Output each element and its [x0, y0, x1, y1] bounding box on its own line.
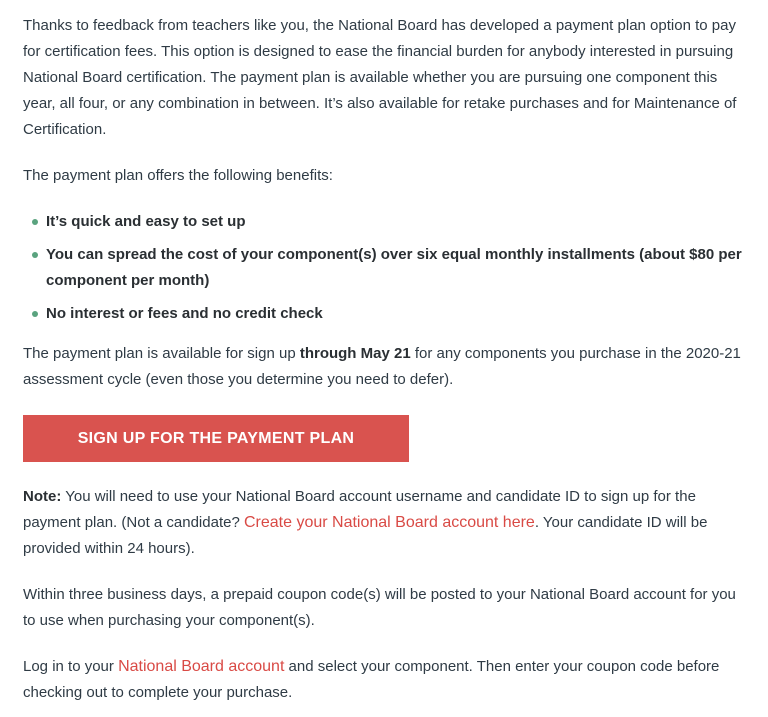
intro-paragraph: Thanks to feedback from teachers like you, the National Board has developed a payment plan option to pay for certification fees. This option is designed to ease the financial burden for anybody interested in pursuing National Board certification. The payment plan is available whether you are pursuing one component this year, all four, or any combination in between. It’s also available for retake purchases and for Maintenance of Certification.: [23, 17, 737, 138]
login-text-before: Log in to your: [23, 658, 119, 675]
benefits-list: [23, 209, 746, 327]
note-text-before: You will need to use your National Board account username and candidate ID to sign up for the payment plan. (Not a candidate?: [23, 488, 696, 531]
signup-text-after: for any components you purchase in the 2020-21 assessment cycle (even those you determine you need to defer).: [23, 345, 741, 388]
note-paragraph: [23, 484, 746, 562]
signup-text-before: The payment plan is available for sign up: [23, 345, 300, 362]
coupon-paragraph: Within three business days, a prepaid coupon code(s) will be posted to your National Board account for you to use when purchasing your component(s).: [23, 586, 736, 629]
bullet-dot-icon: [32, 219, 38, 225]
sign-up-payment-plan-button[interactable]: SIGN UP FOR THE PAYMENT PLAN: [23, 415, 409, 462]
note-label: Note:: [23, 488, 62, 505]
benefit-text: No interest or fees and no credit check: [46, 305, 323, 322]
bullet-dot-icon: [32, 311, 38, 317]
national-board-account-link[interactable]: National Board account: [118, 658, 285, 675]
login-paragraph: [23, 654, 746, 706]
list-item: [23, 301, 746, 327]
benefits-intro: The payment plan offers the following benefits:: [23, 167, 333, 184]
create-account-link[interactable]: Create your National Board account here: [243, 514, 535, 531]
login-text-after: and select your component. Then enter your coupon code before checking out to complete your purchase.: [23, 658, 720, 701]
list-item: [23, 209, 746, 235]
benefit-text: It’s quick and easy to set up: [46, 213, 246, 230]
list-item: [23, 242, 746, 294]
signup-deadline: through May 21: [299, 345, 411, 362]
benefit-text: You can spread the cost of your component(s) over six equal monthly installments (about $80 per component per month): [46, 246, 742, 289]
signup-deadline-paragraph: [23, 341, 746, 393]
note-text-after: . Your candidate ID will be provided within 24 hours).: [23, 514, 708, 557]
bullet-dot-icon: [32, 252, 38, 258]
